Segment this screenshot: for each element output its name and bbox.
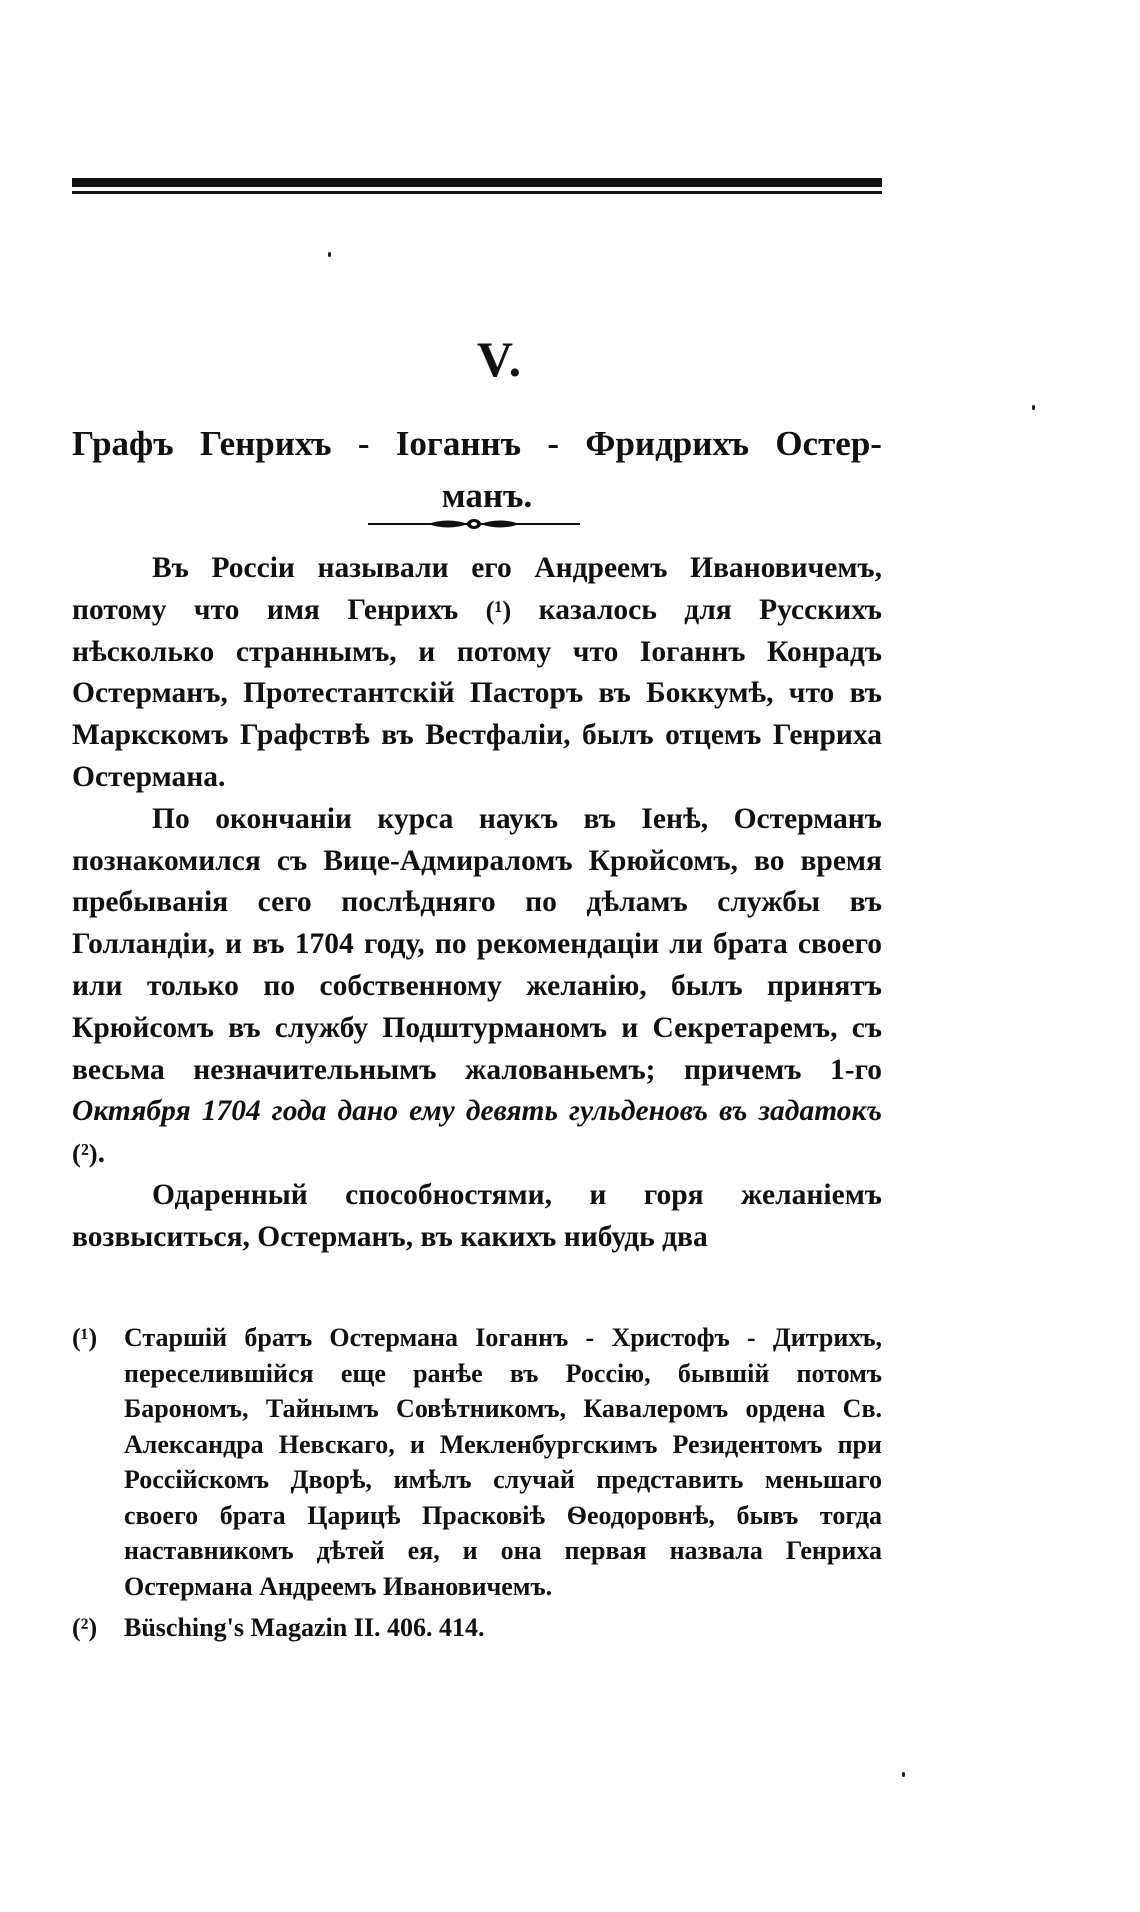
ink-speck: [902, 1772, 905, 1777]
footnote-text: Старшій братъ Остермана Іоганнъ - Христофъ - Дитрихъ, переселившійся еще ранѣе въ Россію, бывшій потомъ Барономъ, Тайнымъ Совѣтникомъ, Кавалеромъ ордена Св. Александра Невскаго, и Мекленбургскимъ Резидентомъ при Россійскомъ Дворѣ, имѣлъ случай представить меньшаго своего брата Царицѣ Прасковіѣ Ѳеодоровнѣ, бывъ тогда наставникомъ дѣтей ея, и она первая назвала Генриха Остермана Андреемъ Ивановичемъ.: [124, 1323, 882, 1601]
ink-speck: [328, 252, 331, 257]
chapter-title-line-1: [72, 418, 882, 470]
paragraph-text: .: [97, 1137, 106, 1170]
chapter-title-line-2: манъ.: [441, 476, 533, 515]
title-word: -: [357, 424, 370, 463]
footnote-reference: (²): [72, 1138, 98, 1169]
paragraph-text: казалось для Русскихъ нѣсколько страннымъ, и потому что Іоганнъ Конрадъ Остерманъ, Протестантскій Пасторъ въ Боккумѣ, что въ Маркскомъ Графствѣ въ Вестфаліи, былъ отцемъ Генриха Остермана.: [72, 593, 883, 793]
paragraph-text: Одаренный способностями, и горя желаніемъ возвыситься, Остерманъ, въ какихъ нибудь два: [72, 1178, 882, 1253]
title-word: Графъ: [72, 424, 174, 463]
header-double-rule: [72, 178, 882, 196]
title-ornament: [368, 516, 580, 532]
chapter-number: V.: [476, 331, 524, 387]
paragraph: [72, 548, 882, 799]
footnote-marker: (¹): [72, 1323, 98, 1352]
title-word: Іоганнъ: [395, 424, 522, 463]
italic-quote: Октября 1704 года дано ему девять гульденовъ въ задатокъ: [72, 1095, 882, 1128]
footnotes: [72, 1320, 882, 1646]
header-rule-thin: [72, 191, 882, 194]
footnote-reference: (¹): [485, 594, 512, 625]
title-word: Генрихъ: [199, 424, 332, 463]
body-text: [72, 548, 882, 1259]
title-word: Остер-: [775, 424, 882, 463]
footnote-text: Büsching's Magazin II. 406. 414.: [124, 1613, 485, 1642]
paragraph: [72, 799, 882, 1175]
header-rule-thick: [72, 178, 882, 187]
footnote: [72, 1320, 882, 1604]
chapter-title: [72, 418, 882, 522]
paragraph-text: Въ Россіи называли его Андреемъ Ивановичемъ, потому что имя Генрихъ: [72, 552, 882, 626]
title-word: Фридрихъ: [585, 424, 749, 463]
title-word: -: [547, 424, 560, 463]
ink-speck: [1032, 405, 1035, 410]
footnote: [72, 1610, 882, 1646]
paragraph-text: По окончаніи курса наукъ въ Іенѣ, Остерманъ познакомился съ Вице-Адмираломъ Крюйсомъ, во время пребыванія сего послѣдняго по дѣламъ службы въ Голландіи, и въ 1704 году, по рекомендаціи ли брата своего или только по собственному желанію, былъ принятъ Крюйсомъ въ службу Подштурманомъ и Секретаремъ, съ весьма незначительнымъ жалованьемъ; причемъ 1-го: [72, 802, 882, 1086]
footnote-marker: (²): [72, 1613, 98, 1642]
paragraph: [72, 1175, 882, 1259]
